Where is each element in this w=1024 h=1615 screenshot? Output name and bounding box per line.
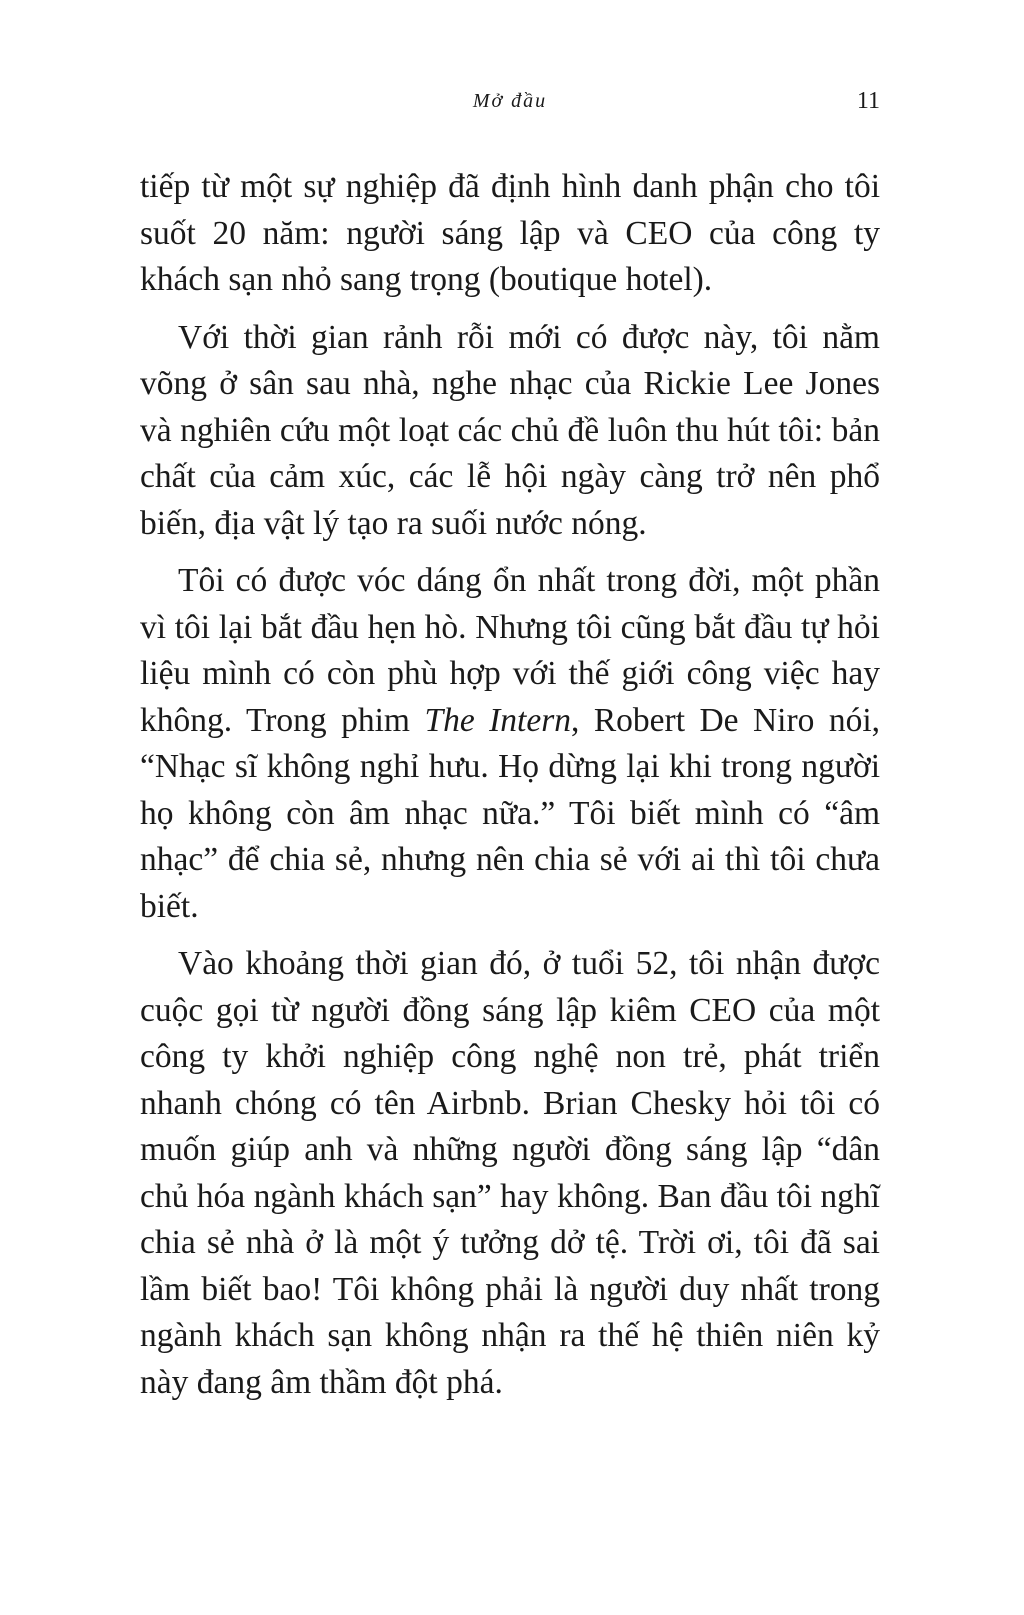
- page-number: 11: [856, 88, 880, 114]
- chapter-title: Mở đầu: [472, 90, 548, 112]
- paragraph-text: , Robert De Niro nói, “Nhạc sĩ không nghỉ hưu. Họ dừng lại khi trong người họ không còn âm nhạc nữa.” Tôi biết mình có “âm nhạc” để chia sẻ, nhưng nên chia sẻ với ai thì tôi chưa biết.: [140, 701, 881, 925]
- paragraph-text: Tôi có được vóc dáng ổn nhất trong đời, một phần vì tôi lại bắt đầu hẹn hò. Nhưng tôi cũng bắt đầu tự hỏi liệu mình có còn phù hợp với thế giới công việc hay không. Trong phim: [140, 562, 880, 739]
- body-text: [140, 164, 880, 1417]
- film-title: The Intern: [424, 701, 572, 739]
- paragraph-continuation: tiếp từ một sự nghiệp đã định hình danh phận cho tôi suốt 20 năm: người sáng lập và CEO của công ty khách sạn nhỏ sang trọng (boutique hotel).: [140, 168, 880, 298]
- paragraph: Vào khoảng thời gian đó, ở tuổi 52, tôi nhận được cuộc gọi từ người đồng sáng lập kiêm CEO của một công ty khởi nghiệp công nghệ non trẻ, phát triển nhanh chóng có tên Airbnb. Brian Chesky hỏi tôi có muốn giúp anh và những người đồng sáng lập “dân chủ hóa ngành khách sạn” hay không. Ban đầu tôi nghĩ chia sẻ nhà ở là một ý tưởng dở tệ. Trời ơi, tôi đã sai lầm biết bao! Tôi không phải là người duy nhất trong ngành khách sạn không nhận ra thế hệ thiên niên kỷ này đang âm thầm đột phá.: [140, 945, 880, 1401]
- paragraph: Với thời gian rảnh rỗi mới có được này, tôi nằm võng ở sân sau nhà, nghe nhạc của Rickie Lee Jones và nghiên cứu một loạt các chủ đề luôn thu hút tôi: bản chất của cảm xúc, các lễ hội ngày càng trở nên phổ biến, địa vật lý tạo ra suối nước nóng.: [140, 318, 880, 542]
- paragraph: [140, 558, 880, 930]
- running-header: [140, 86, 880, 116]
